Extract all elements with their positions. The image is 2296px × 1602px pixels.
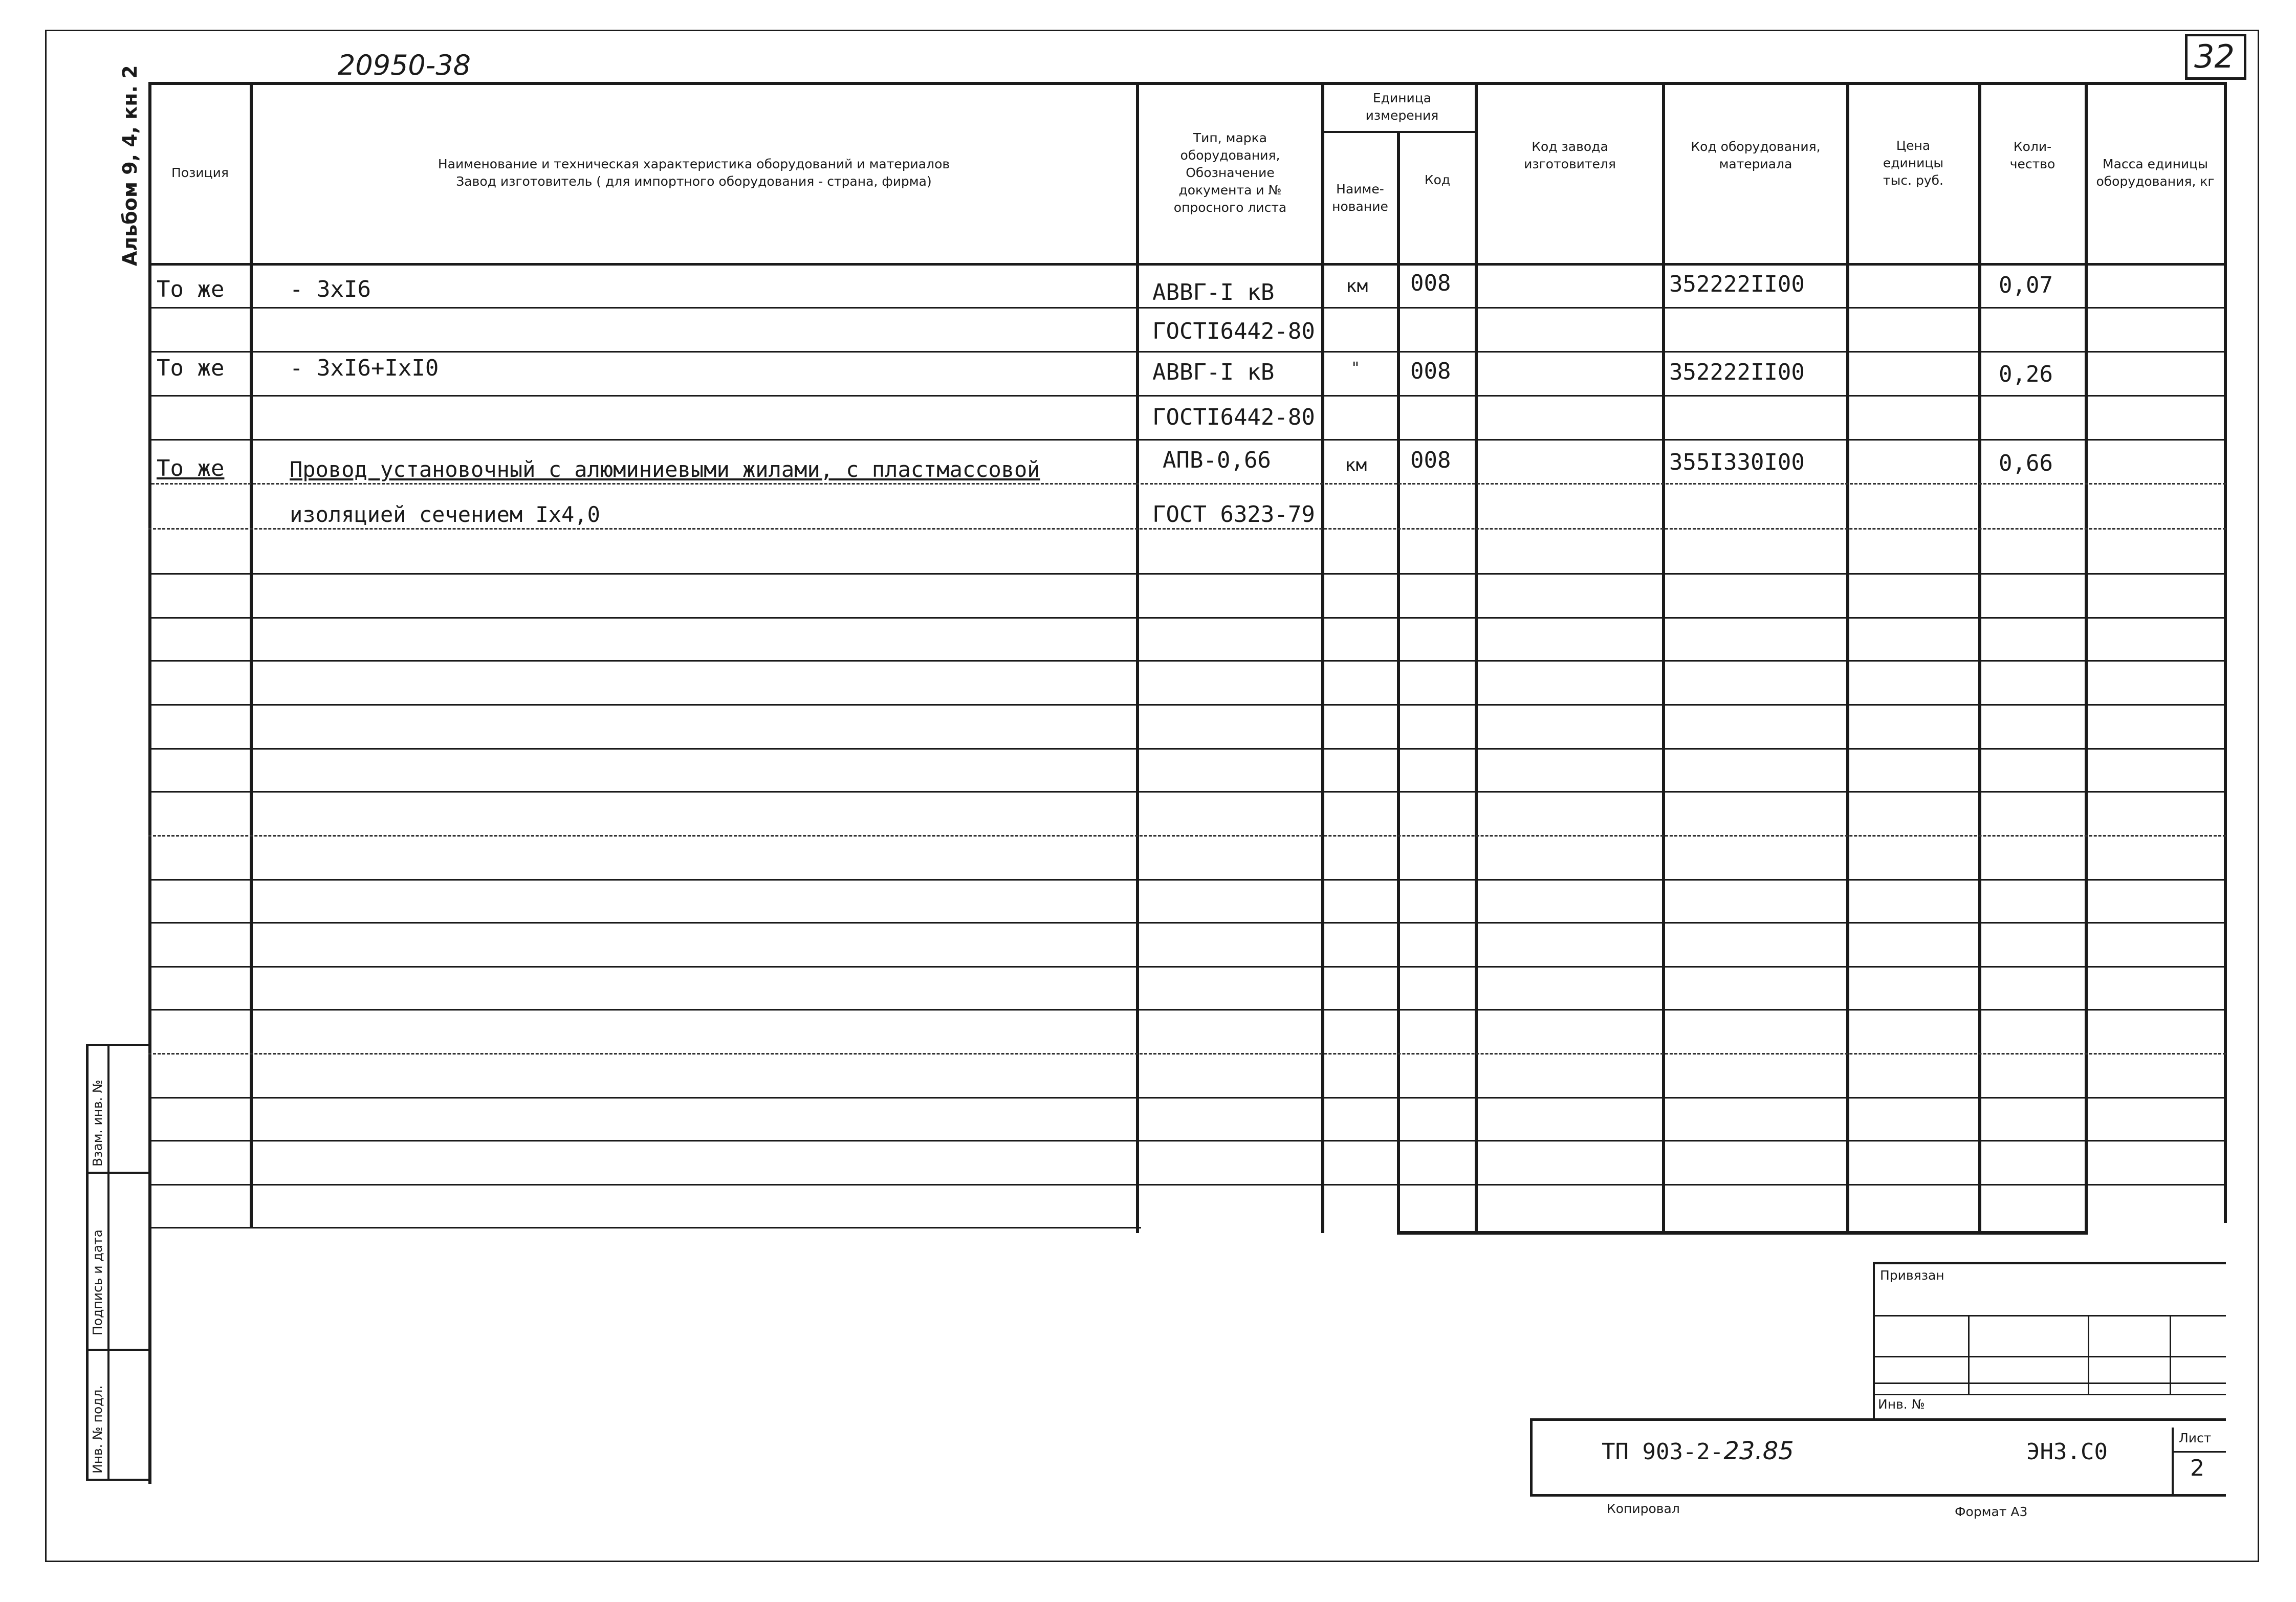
- stamp-line: [86, 1349, 150, 1351]
- header-position: Позиция: [171, 165, 229, 180]
- row6-type: ГОСТ 6323-79: [1152, 501, 1315, 528]
- inv-no-label: Инв. №: [1878, 1397, 1925, 1412]
- row5-unit-code: 008: [1410, 447, 1451, 473]
- row4-type: ГОСТI6442-80: [1152, 404, 1315, 430]
- code-top-line: [1530, 1418, 2226, 1421]
- project-code-prefix: ТП 903-2-: [1602, 1439, 1724, 1465]
- header-name: [253, 84, 1135, 262]
- stamp-signature-date: Подпись и дата: [90, 1229, 105, 1335]
- row5-equipment-code: 355I330I00: [1669, 449, 1805, 475]
- row-line: [148, 922, 2226, 924]
- row-line: [148, 1140, 2226, 1142]
- row5-unit-name: км: [1345, 455, 1367, 476]
- col-line-left: [148, 82, 151, 1484]
- box-bottom-line: [1397, 1231, 2088, 1235]
- row3-position: То же: [157, 355, 225, 381]
- row-line: [148, 1227, 1141, 1228]
- sheet-label-line: [2172, 1451, 2226, 1453]
- col-line-6: [1662, 82, 1665, 1233]
- row2-type: ГОСТI6442-80: [1152, 318, 1315, 344]
- attach-row-line: [1873, 1315, 2226, 1316]
- row-line: [148, 660, 2226, 662]
- row1-unit-name: км: [1346, 276, 1368, 297]
- stamp-inv-original: Инв. № подл.: [90, 1385, 105, 1474]
- row-line: [148, 528, 2226, 530]
- project-code: [1602, 1437, 1794, 1465]
- header-unit-name: Наиме- нование: [1332, 182, 1388, 214]
- stamp-mid-line: [107, 1044, 110, 1481]
- row-line: [148, 1053, 2226, 1055]
- row-line: [148, 617, 2226, 619]
- col-line-5: [1475, 82, 1478, 1233]
- corner-number: 32: [2194, 38, 2235, 75]
- attach-row-line: [1873, 1382, 2226, 1384]
- row1-type: АВВГ-I кВ: [1152, 279, 1275, 305]
- code-bottom-line: [1530, 1494, 2226, 1497]
- header-unit-code: Код: [1424, 172, 1451, 187]
- header-name-sub: Завод изготовитель ( для импортного оборудования - страна, фирма): [456, 174, 932, 189]
- album-label: Альбом 9, 4, кн. 2: [119, 65, 141, 266]
- header-name-main: Наименование и техническая характеристика оборудований и материалов: [438, 157, 950, 171]
- archive-number: 20950-38: [338, 49, 471, 81]
- attach-label: Привязан: [1880, 1268, 1944, 1283]
- col-line-8: [1978, 82, 1981, 1233]
- row3-quantity: 0,26: [1999, 361, 2053, 387]
- col-line-4: [1397, 131, 1400, 1233]
- row1-quantity: 0,07: [1999, 272, 2053, 298]
- row3-unit-code: 008: [1410, 358, 1451, 384]
- stamp-bottom-line: [86, 1479, 150, 1481]
- row-line: [148, 351, 2226, 353]
- attach-row-line: [1873, 1356, 2226, 1357]
- col-line-2: [1136, 82, 1139, 1233]
- sheet-label: Лист: [2179, 1431, 2212, 1445]
- header-price: Цена единицы тыс. руб.: [1883, 138, 1944, 188]
- row-line: [148, 307, 2226, 309]
- row5-type: АПВ-0,66: [1163, 447, 1271, 473]
- header-factory-code: Код завода изготовителя: [1524, 139, 1616, 171]
- row-line: [148, 1184, 2226, 1186]
- code-left-line: [1530, 1418, 1533, 1495]
- row-line: [148, 1009, 2226, 1011]
- row5-position: То же: [157, 455, 225, 481]
- footer-format: Формат А3: [1955, 1504, 2028, 1519]
- row-line: [148, 395, 2226, 397]
- header-quantity: Коли- чество: [2009, 139, 2056, 171]
- row3-equipment-code: 352222II00: [1669, 359, 1805, 385]
- row1-unit-code: 008: [1410, 270, 1451, 296]
- row5-quantity: 0,66: [1999, 450, 2053, 476]
- row-line: [148, 748, 2226, 750]
- row-line: [151, 483, 1136, 485]
- row1-position: То же: [157, 276, 225, 302]
- sheet-number: 2: [2190, 1455, 2204, 1481]
- drawing-code: ЭН3.С0: [2026, 1439, 2108, 1465]
- row-line: [1136, 483, 2226, 485]
- row1-name: - 3хI6: [290, 276, 371, 302]
- header-mass: Масса единицы оборудования, кг: [2096, 157, 2215, 189]
- row3-name: - 3хI6+IхI0: [290, 355, 439, 381]
- project-code-number: 23.85: [1723, 1437, 1794, 1465]
- stamp-top-line: [86, 1044, 150, 1046]
- row-line: [148, 966, 2226, 968]
- stamp-inv-vzam: Взам. инв. №: [90, 1080, 105, 1167]
- row-line: [148, 704, 2226, 706]
- row-line: [148, 835, 2226, 837]
- stamp-line: [86, 1172, 150, 1174]
- attach-col-line: [2170, 1315, 2171, 1394]
- row1-equipment-code: 352222II00: [1669, 271, 1805, 297]
- row3-unit-name: ": [1351, 359, 1361, 377]
- row3-type: АВВГ-I кВ: [1152, 359, 1275, 385]
- row-line: [148, 439, 2226, 441]
- col-line-7: [1846, 82, 1849, 1233]
- attach-row-line: [1873, 1394, 2226, 1395]
- col-line-right: [2224, 82, 2227, 1223]
- header-equipment-code: Код оборудования, материала: [1691, 139, 1821, 171]
- attach-col-line: [2088, 1315, 2089, 1394]
- header-type: Тип, марка оборудования, Обозначение документа и № опросного листа: [1173, 130, 1287, 215]
- row6-name: изоляцией сечением Iх4,0: [290, 502, 600, 527]
- attach-col-line: [1968, 1315, 1970, 1394]
- stamp-left-line: [86, 1044, 89, 1481]
- attach-top-line: [1873, 1262, 2226, 1264]
- row-line: [148, 791, 2226, 793]
- header-bottom-line: [148, 263, 2226, 266]
- footer-copied: Копировал: [1607, 1501, 1680, 1516]
- row-line: [148, 1097, 2226, 1099]
- row-line: [148, 573, 2226, 575]
- header-unit: Единица измерения: [1365, 91, 1439, 123]
- sheet-col-line: [2172, 1428, 2174, 1495]
- row-line: [148, 879, 2226, 881]
- row5-name: Провод установочный с алюминиевыми жилами, с пластмассовой: [290, 457, 1040, 482]
